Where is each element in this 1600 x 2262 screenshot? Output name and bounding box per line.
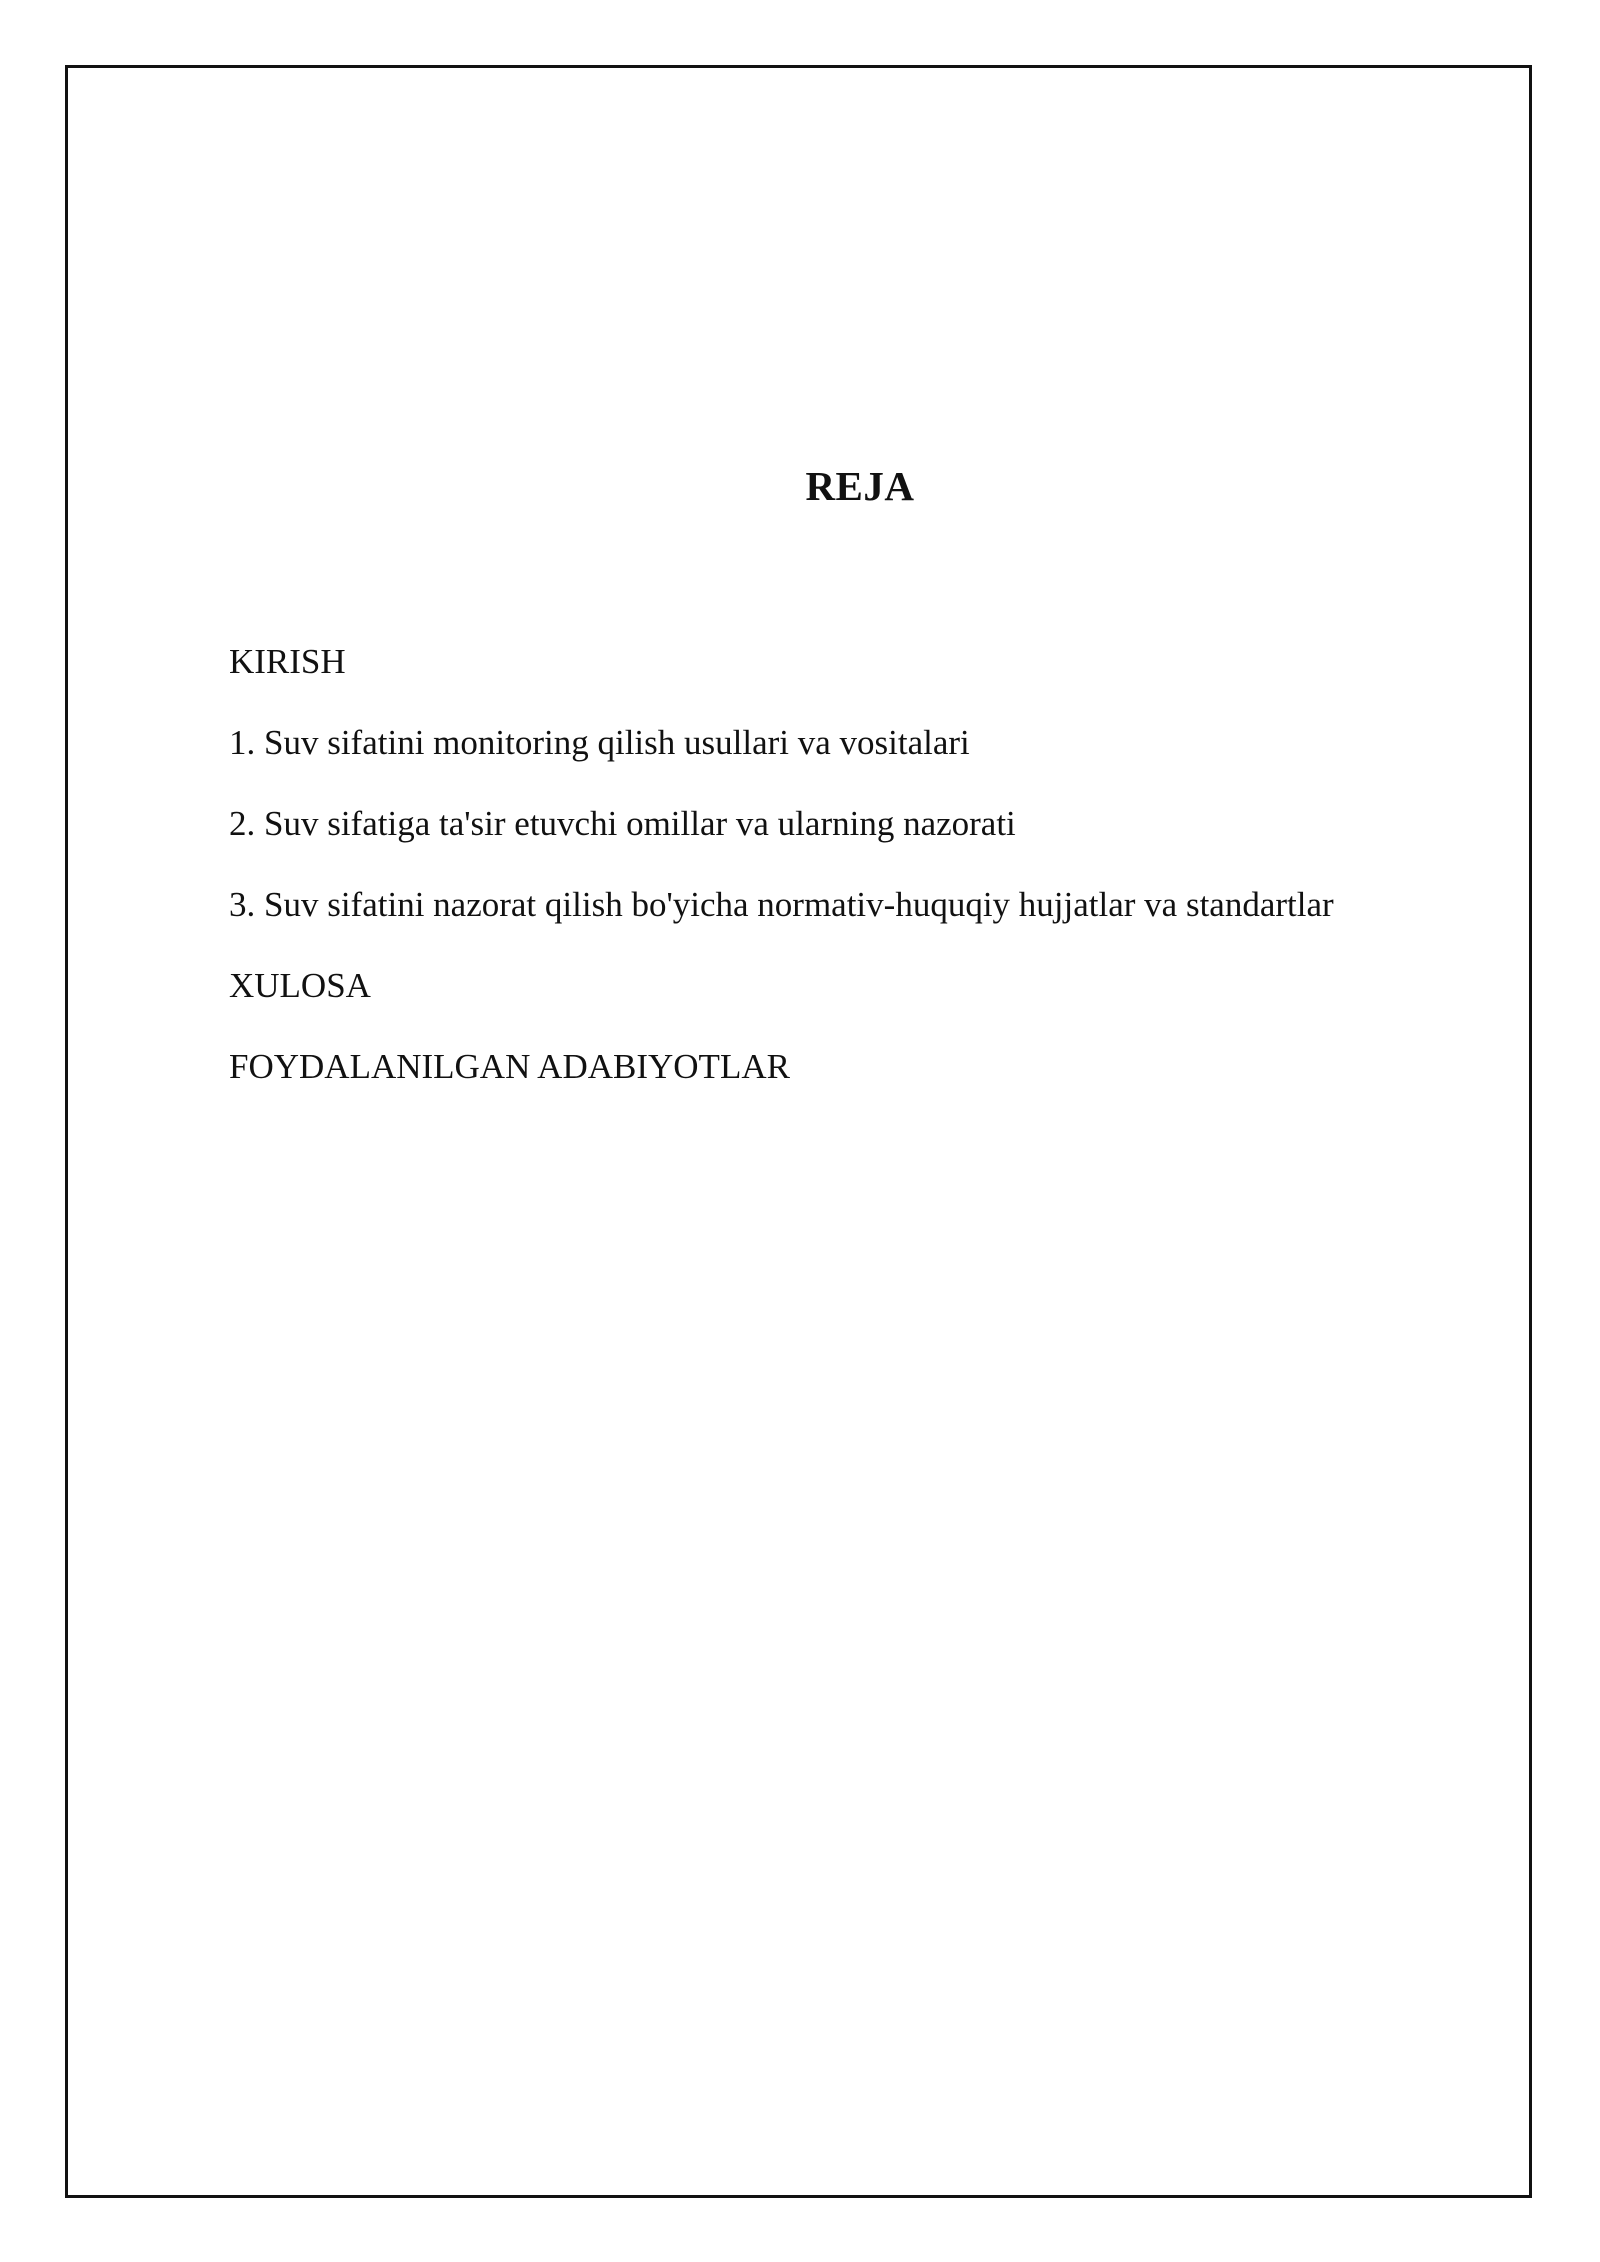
toc-item-section-3: 3. Suv sifatini nazorat qilish bo'yicha normativ-huquqiy hujjatlar va standartlar	[229, 885, 1334, 924]
toc-item-section-1: 1. Suv sifatini monitoring qilish usullari va vositalari	[229, 723, 970, 762]
page-title: REJA	[805, 463, 915, 509]
toc-item-introduction: KIRISH	[229, 642, 346, 681]
toc-item-conclusion: XULOSA	[229, 966, 371, 1005]
toc-item-section-2: 2. Suv sifatiga ta'sir etuvchi omillar va ularning nazorati	[229, 804, 1016, 843]
toc-item-references: FOYDALANILGAN ADABIYOTLAR	[229, 1047, 790, 1086]
page-border	[65, 65, 1532, 2198]
table-of-contents	[229, 640, 1334, 1126]
